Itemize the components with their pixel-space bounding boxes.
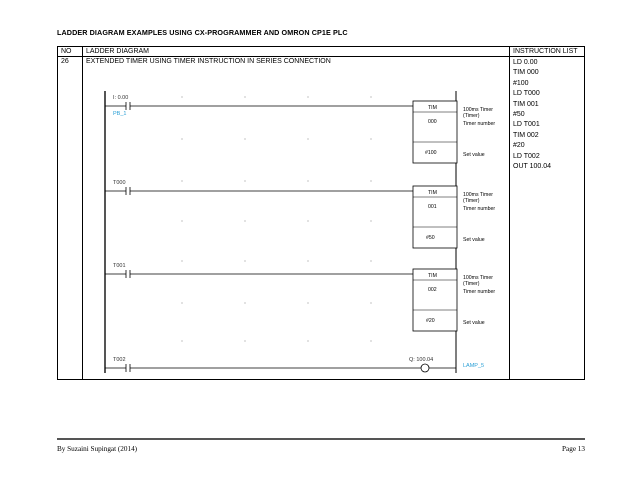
timer1-number: 000 bbox=[428, 119, 437, 125]
instruction-line: OUT 100.04 bbox=[513, 163, 552, 171]
table-header-row bbox=[58, 47, 585, 57]
timer3-set-label: Set value bbox=[463, 320, 485, 326]
timer1-number-label: Timer number bbox=[463, 121, 496, 127]
timer2-set-label: Set value bbox=[463, 237, 485, 243]
rung1-contact-icon bbox=[105, 102, 413, 110]
output-coil-icon bbox=[421, 364, 456, 372]
timer3-number: 002 bbox=[428, 287, 437, 293]
timer3-set: #20 bbox=[426, 318, 435, 324]
rung3-contact-icon bbox=[105, 270, 413, 278]
rung1-symbol: PB_1 bbox=[113, 111, 127, 117]
timer3-number-label: Timer number bbox=[463, 289, 496, 295]
instruction-line: LD 0.00 bbox=[513, 59, 538, 66]
page-footer bbox=[57, 438, 585, 453]
instruction-line: LD T001 bbox=[513, 121, 540, 129]
timer3-type: TIM bbox=[428, 273, 437, 279]
rung4-address: T002 bbox=[113, 357, 126, 363]
rung2-address: T000 bbox=[113, 180, 126, 186]
rung4-contact-icon bbox=[105, 364, 421, 372]
instruction-line: TIM 000 bbox=[513, 69, 539, 77]
ladder-cell bbox=[83, 57, 510, 380]
header-ladder-diagram: LADDER DIAGRAM bbox=[83, 47, 510, 57]
instruction-line: TIM 001 bbox=[513, 100, 539, 108]
timer2-number: 001 bbox=[428, 204, 437, 210]
footer-author: By Suzaini Supingat (2014) bbox=[57, 445, 138, 453]
footer-page-number: Page 13 bbox=[562, 445, 585, 453]
header-instruction-list: INSTRUCTION LIST bbox=[510, 47, 585, 57]
timer-block-1 bbox=[413, 101, 457, 163]
instruction-line: LD T000 bbox=[513, 90, 540, 98]
instruction-list bbox=[510, 57, 585, 380]
instruction-line: #50 bbox=[513, 111, 525, 119]
row-number: 26 bbox=[58, 57, 83, 380]
rung1-address: I: 0.00 bbox=[113, 95, 129, 101]
ladder-table bbox=[57, 46, 585, 380]
timer2-desc: 100ms Timer (Timer) bbox=[463, 192, 493, 204]
timer1-set: #100 bbox=[425, 150, 437, 156]
timer-block-2 bbox=[413, 186, 457, 248]
table-row bbox=[58, 57, 585, 380]
timer-block-3 bbox=[413, 269, 457, 331]
coil-address: Q: 100.04 bbox=[409, 357, 434, 363]
document-title: LADDER DIAGRAM EXAMPLES USING CX-PROGRAMMER AND OMRON CP1E PLC bbox=[57, 28, 348, 37]
timer2-number-label: Timer number bbox=[463, 206, 496, 212]
timer2-set: #50 bbox=[426, 235, 435, 241]
grid-dots bbox=[181, 96, 371, 341]
instruction-line: LD T002 bbox=[513, 152, 540, 160]
timer2-type: TIM bbox=[428, 190, 437, 196]
timer1-desc: 100ms Timer (Timer) bbox=[463, 107, 493, 119]
rung3-address: T001 bbox=[113, 263, 126, 269]
instruction-line: #100 bbox=[513, 79, 529, 87]
coil-symbol: LAMP_5 bbox=[463, 363, 485, 369]
instruction-line: TIM 002 bbox=[513, 131, 539, 139]
timer1-set-label: Set value bbox=[463, 152, 485, 158]
header-no: NO bbox=[58, 47, 83, 57]
rung2-contact-icon bbox=[105, 187, 413, 195]
timer1-type: TIM bbox=[428, 105, 437, 111]
ladder-diagram bbox=[97, 71, 459, 379]
row-description: EXTENDED TIMER USING TIMER INSTRUCTION IN SERIES CONNECTION bbox=[86, 58, 331, 65]
instruction-line: #20 bbox=[513, 142, 525, 150]
timer3-desc: 100ms Timer (Timer) bbox=[463, 275, 493, 287]
